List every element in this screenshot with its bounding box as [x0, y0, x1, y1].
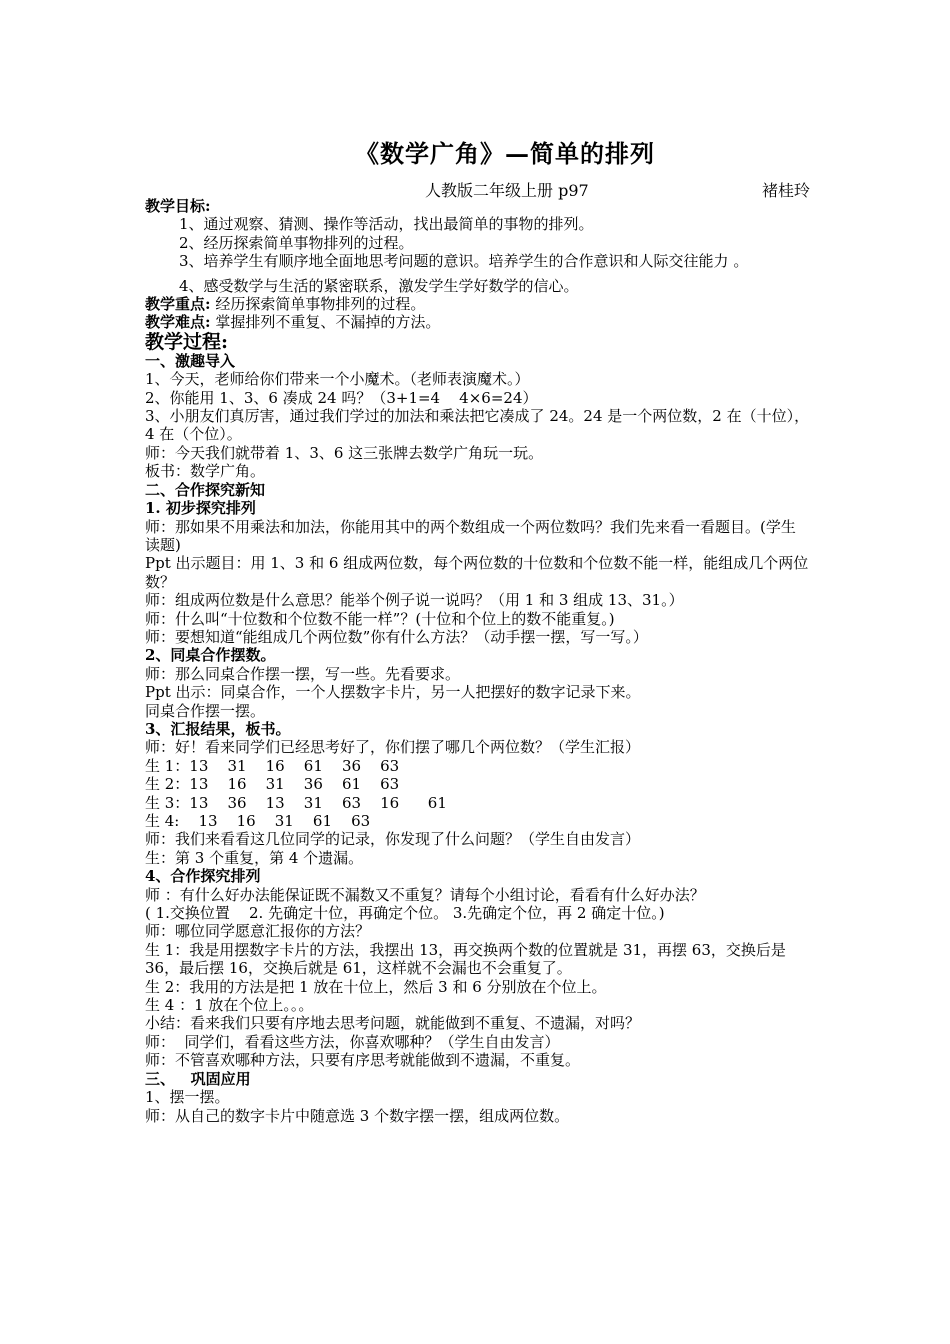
subsection-heading: 3、汇报结果，板书。: [145, 719, 291, 738]
section-heading: 三、 巩固应用: [145, 1069, 251, 1088]
text-line: 师：今天我们就带着 1、3、6 这三张牌去数学广角玩一玩。: [145, 443, 544, 462]
difficulty-label: 教学难点:: [145, 313, 211, 332]
text-line: 生 4 ：1 放在个位上。。。: [145, 996, 314, 1015]
student-record: 生 2：13 16 31 36 61 63: [145, 775, 400, 794]
key-point-text: 经历探索简单事物排列的过程。: [210, 295, 426, 314]
textbook-reference: 人教版二年级上册 p97: [425, 181, 589, 200]
objectives-heading: 教学目标:: [145, 197, 211, 215]
text-line: ( 1.交换位置 2. 先确定十位，再确定个位。 3.先确定个位，再 2 确定十位。): [145, 904, 665, 923]
text-line: 师：那如果不用乘法和加法，你能用其中的两个数组成一个两位数吗？我们先来看一看题目。(学生读题): [145, 517, 796, 554]
objective-item: 3、培养学生有顺序地全面地思考问题的意识。培养学生的合作意识和人际交往能力 。: [179, 252, 749, 271]
text-line: 师：不管喜欢哪种方法，只要有序思考就能做到不遗漏，不重复。: [145, 1051, 581, 1070]
section-heading: 二、合作探究新知: [145, 480, 266, 499]
subsection-heading: 4、合作探究排列: [145, 867, 261, 886]
section-heading: 一、激趣导入: [145, 351, 236, 370]
text-line: 1、今天，老师给你们带来一个小魔术。（老师表演魔术。）: [145, 370, 530, 389]
text-line: 师：哪位同学愿意汇报你的方法？: [145, 922, 371, 941]
text-line: 生 2：我用的方法是把 1 放在十位上，然后 3 和 6 分别放在个位上。: [145, 977, 607, 996]
text-line: 3、小朋友们真厉害，通过我们学过的加法和乘法把它凑成了 24。24 是一个两位数，2 在（十位），4 在（个位）。: [145, 407, 810, 444]
text-line: 小结：看来我们只要有序地去思考问题，就能做到不重复、不遗漏，对吗？: [145, 1014, 641, 1033]
subsection-heading: 2、同桌合作摆数。: [145, 646, 276, 665]
document-title: 《数学广角》—简单的排列: [355, 139, 655, 168]
student-record: 生 4: 13 16 31 61 63: [145, 812, 371, 830]
subsection-heading: 1. 初步探究排列: [145, 499, 256, 518]
text-line: Ppt 出示：同桌合作，一个人摆数字卡片，另一人把摆好的数字记录下来。: [145, 683, 641, 702]
key-point: [145, 295, 810, 313]
text-line: Ppt 出示题目：用 1、3 和 6 组成两位数，每个两位数的十位数和个位数不能一样，能组成几个两位数？: [145, 554, 809, 591]
text-line: 师：那么同桌合作摆一摆，写一些。先看要求。: [145, 664, 461, 683]
process-heading: 教学过程:: [145, 330, 229, 353]
difficulty-text: 掌握排列不重复、不漏掉的方法。: [210, 313, 441, 332]
text-line: 2、你能用 1、3、6 凑成 24 吗？（3+1=4 4×6=24）: [145, 388, 538, 407]
text-line: 师：要想知道“能组成几个两位数”你有什么方法？（动手摆一摆，写一写。）: [145, 627, 648, 646]
text-line: 板书：数学广角。: [145, 462, 266, 481]
text-line: 师 ：有什么好办法能保证既不漏数又不重复？请每个小组讨论，看看有什么好办法？: [145, 885, 705, 904]
text-line: 1、摆一摆。: [145, 1088, 230, 1107]
key-point-label: 教学重点:: [145, 295, 211, 314]
text-line: 生 1：我是用摆数字卡片的方法，我摆出 13，再交换两个数的位置就是 31，再摆 63，交换后是 36，最后摆 16，交换后就是 61，这样就不会漏也不会重复了。: [145, 940, 791, 978]
objective-item: 2、经历探索简单事物排列的过程。: [179, 233, 414, 252]
objective-item: 4、感受数学与生活的紧密联系，激发学生学好数学的信心。: [179, 276, 579, 295]
text-line: 师：好！看来同学们已经思考好了，你们摆了哪几个两位数？（学生汇报）: [145, 738, 641, 757]
objective-item: 1、通过观察、猜测、操作等活动，找出最简单的事物的排列。: [179, 215, 594, 234]
text-line: 同桌合作摆一摆。: [145, 701, 266, 720]
document-body: [145, 197, 810, 1125]
student-record: 生 1：13 31 16 61 36 63: [145, 756, 400, 775]
text-line: 师：从自己的数字卡片中随意选 3 个数字摆一摆，组成两位数。: [145, 1106, 570, 1125]
student-record: 生 3：13 36 13 31 63 16 61: [145, 793, 447, 812]
author-name: 褚桂玲: [762, 181, 811, 200]
difficulty: [145, 313, 810, 331]
text-line: 师：我们来看看这几位同学的记录，你发现了什么问题？（学生自由发言）: [145, 830, 641, 849]
text-line: 师：组成两位数是什么意思？能举个例子说一说吗？（用 1 和 3 组成 13、31。）: [145, 591, 684, 610]
text-line: 师：什么叫“十位数和个位数不能一样”？(十位和个位上的数不能重复。): [145, 609, 615, 628]
text-line: 生：第 3 个重复，第 4 个遗漏。: [145, 848, 364, 867]
text-line: 师： 同学们，看看这些方法，你喜欢哪种？（学生自由发言）: [145, 1032, 560, 1051]
